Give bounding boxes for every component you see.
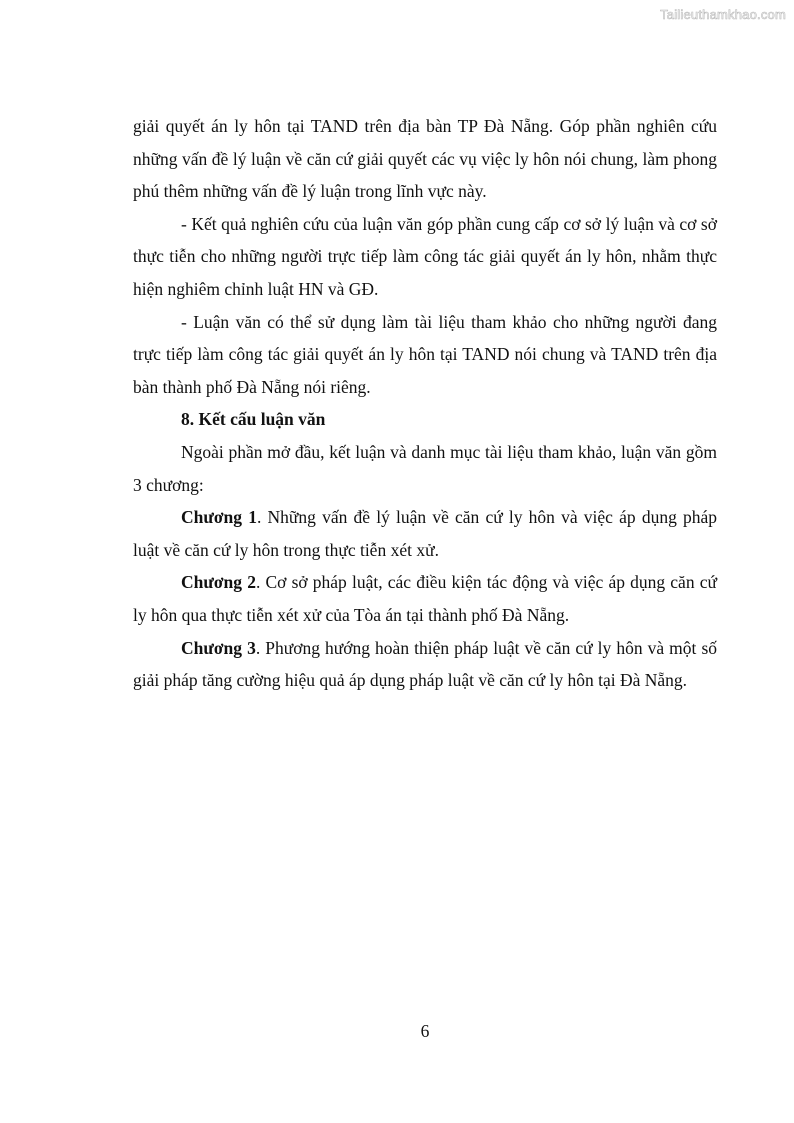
chapter-3-summary: [133, 632, 717, 697]
paragraph-reference-use: - Luận văn có thể sử dụng làm tài liệu tham khảo cho những người đang trực tiếp làm công tác giải quyết án ly hôn tại TAND nói chung và TAND trên địa bàn thành phố Đà Nẵng nói riêng.: [133, 311, 717, 397]
chapter-1-text: . Những vấn đề lý luận về căn cứ ly hôn và việc áp dụng pháp luật về căn cứ ly hôn trong thực tiễn xét xử.: [133, 507, 718, 560]
paragraph-result-contribution: - Kết quả nghiên cứu của luận văn góp phần cung cấp cơ sở lý luận và cơ sở thực tiễn cho những người trực tiếp làm công tác giải quyết án ly hôn, nhằm thực hiện nghiêm chỉnh luật HN và GĐ.: [133, 213, 717, 299]
chapter-1-summary: [133, 501, 717, 566]
section-heading-structure: 8. Kết cấu luận văn: [181, 409, 326, 430]
document-body: [133, 110, 717, 697]
chapter-2-summary: [133, 566, 717, 631]
chapter-3-label: Chương 3: [181, 637, 256, 658]
paragraph-continuation: giải quyết án ly hôn tại TAND trên địa bàn TP Đà Nẵng. Góp phần nghiên cứu những vấn đề lý luận về căn cứ giải quyết các vụ việc ly hôn nói chung, làm phong phú thêm những vấn đề lý luận trong lĩnh vực này.: [133, 116, 717, 202]
chapter-1-label: Chương 1: [181, 507, 257, 528]
chapter-2-text: . Cơ sở pháp luật, các điều kiện tác động và việc áp dụng căn cứ ly hôn qua thực tiễn xét xử của Tòa án tại thành phố Đà Nẵng.: [133, 572, 717, 625]
chapter-2-label: Chương 2: [181, 572, 256, 593]
page-number: 6: [420, 1021, 430, 1041]
watermark-text: Tailieuthamkhao.com: [660, 7, 786, 22]
chapter-3-text: . Phương hướng hoàn thiện pháp luật về căn cứ ly hôn và một số giải pháp tăng cường hiệu quả áp dụng pháp luật về căn cứ ly hôn tại Đà Nẵng.: [133, 637, 717, 691]
paragraph-structure-intro: Ngoài phần mở đầu, kết luận và danh mục tài liệu tham khảo, luận văn gồm 3 chương:: [133, 441, 717, 495]
